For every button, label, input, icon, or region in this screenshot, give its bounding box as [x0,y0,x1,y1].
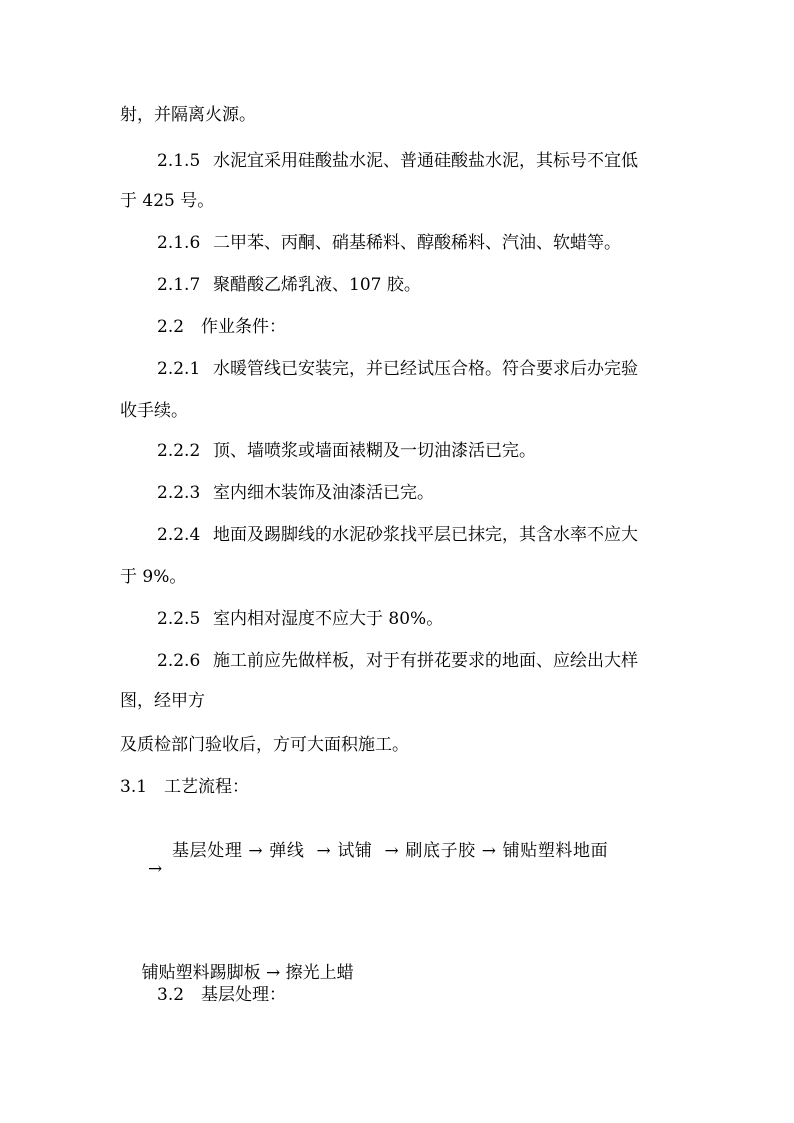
section-number: 3.1 [120,777,148,797]
line-text: 及质检部门验收后，方可大面积施工。 [120,735,409,755]
section-number: 2.1.5 [157,151,201,171]
paragraph-line [120,190,214,212]
section-number: 2.2.1 [157,359,201,379]
paragraph-line [157,482,434,504]
section-number: 2.2.3 [157,483,201,503]
line-text: 收手续。 [120,401,188,421]
paragraph-line [120,104,256,126]
line-text: 顶、墙喷浆或墙面裱糊及一切油漆活已完。 [213,441,536,461]
paragraph-line [157,608,443,630]
section-number: 2.2.2 [157,441,201,461]
line-text: 基层处理： [201,985,286,1005]
line-text: 聚醋酸乙烯乳液、107 胶。 [213,275,421,295]
line-text: 室内相对湿度不应大于 80%。 [213,609,444,629]
paragraph-line [120,776,249,798]
paragraph-line [157,274,421,296]
line-text: 水暖管线已安装完，并已经试压合格。符合要求后办完验 [213,359,638,379]
section-number: 3.2 [157,985,185,1005]
section-number: 2.1.7 [157,275,201,295]
section-number: 2.2 [157,317,185,337]
section-number: 2.2.4 [157,525,201,545]
paragraph-line [157,984,286,1006]
process-flow-arrow [148,858,162,880]
line-text: 二甲苯、丙酮、硝基稀料、醇酸稀料、汽油、软蜡等。 [213,233,621,253]
paragraph-line [157,232,621,254]
paragraph-line [157,524,638,546]
paragraph-line [120,690,205,712]
section-number: 2.1.6 [157,233,201,253]
line-text: 施工前应先做样板，对于有拼花要求的地面、应绘出大样 [213,651,638,671]
paragraph-line [120,734,409,756]
line-text: 工艺流程： [164,777,249,797]
paragraph-line [157,440,536,462]
paragraph-line [120,566,186,588]
section-number: 2.2.6 [157,651,201,671]
paragraph-line [157,358,638,380]
line-text: 水泥宜采用硅酸盐水泥、普通硅酸盐水泥，其标号不宜低 [213,151,638,171]
process-flow-line [148,818,608,884]
line-text: 地面及踢脚线的水泥砂浆找平层已抹完，其含水率不应大 [213,525,638,545]
line-text: 铺贴塑料踢脚板 → 擦光上蜡 [141,963,354,983]
line-text: 于 425 号。 [120,191,215,211]
section-number: 2.2.5 [157,609,201,629]
line-text: 射，并隔离火源。 [120,105,256,125]
paragraph-line [157,150,638,172]
line-text: 图，经甲方 [120,691,205,711]
arrow-icon: → [148,859,163,879]
line-text: 室内细木装饰及油漆活已完。 [213,483,434,503]
line-text: 作业条件： [201,317,286,337]
line-text: 于 9%。 [120,567,187,587]
line-text: 基层处理 → 弹线 → 试铺 → 刷底子胶 → 铺贴塑料地面 [172,841,609,861]
paragraph-line [157,316,286,338]
paragraph-line [120,400,188,422]
paragraph-line [157,650,638,672]
